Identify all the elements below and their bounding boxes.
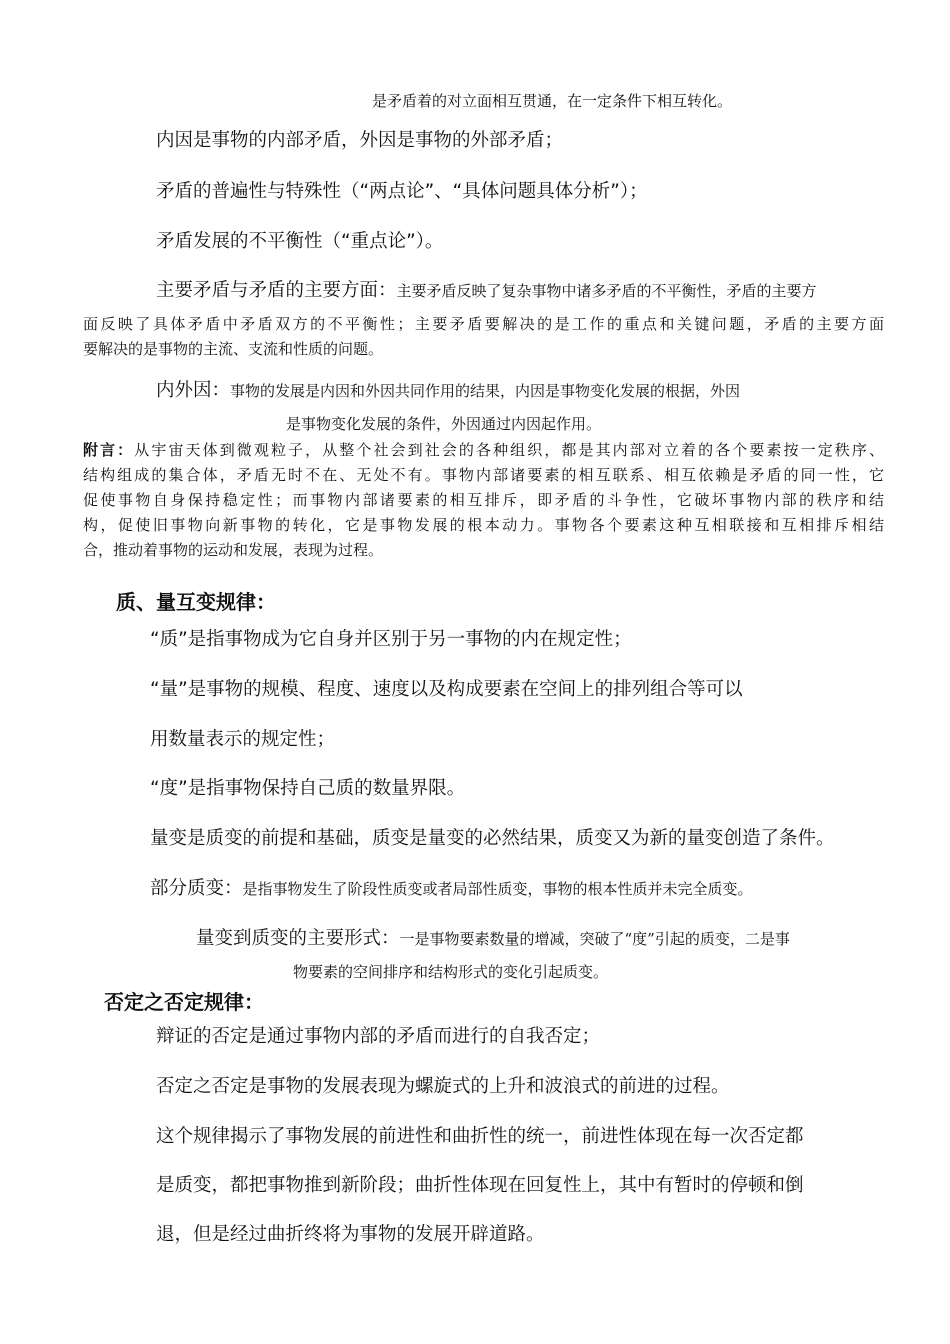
quantity-definition-line2: 用数量表示的规定性；: [150, 729, 336, 750]
spiral-development-line: 否定之否定是事物的发展表现为螺旋式的上升和波浪式的前进的过程。: [156, 1076, 730, 1097]
unity-line1: 这个规律揭示了事物发展的前进性和曲折性的统一，前进性体现在每一次否定都: [156, 1126, 804, 1147]
unity-line3: 退，但是经过曲折终将为事物的发展开辟道路。: [156, 1224, 545, 1245]
change-forms-line2: 物要素的空间排序和结构形式的变化引起质变。: [293, 963, 609, 981]
principal-contradiction-line3: 要解决的是事物的主流、支流和性质的问题。: [83, 340, 384, 358]
appendix-label: 附言：: [83, 441, 135, 459]
imbalance-line: 矛盾发展的不平衡性（“重点论”）。: [156, 231, 444, 252]
contradiction-line-top: 是矛盾着的对立面相互贯通，在一定条件下相互转化。: [372, 92, 733, 110]
quality-quantity-heading: 质、量互变规律：: [116, 590, 276, 614]
principal-contradiction-text: 主要矛盾反映了复杂事物中诸多矛盾的不平衡性，矛盾的主要方: [396, 282, 817, 300]
change-forms-text-1: 一是事物要素数量的增减，突破了“度”引起的质变，二是事: [399, 930, 790, 948]
appendix-line3: 促使事物自身保持稳定性；而事物内部诸要素的相互排斥，即矛盾的斗争性，它破坏事物内部的秩序和结: [83, 491, 884, 509]
cause-text: 事物的发展是内因和外因共同作用的结果，内因是事物变化发展的根据，外因: [230, 382, 741, 400]
quantity-quality-relation: 量变是质变的前提和基础，质变是量变的必然结果，质变又为新的量变创造了条件。: [150, 828, 835, 849]
unity-line2: 是质变，都把事物推到新阶段；曲折性体现在回复性上，其中有暂时的停顿和倒: [156, 1175, 804, 1196]
appendix-line1: [83, 439, 884, 460]
appendix-line5: 合，推动着事物的运动和发展，表现为过程。: [83, 541, 384, 559]
cause-line1: [156, 376, 740, 402]
internal-external-cause-line: 内因是事物的内部矛盾，外因是事物的外部矛盾；: [156, 130, 564, 151]
quality-definition: “质”是指事物成为它自身并区别于另一事物的内在规定性；: [150, 629, 632, 650]
cause-line2: 是事物变化发展的条件，外因通过内因起作用。: [286, 415, 602, 433]
universality-line: 矛盾的普遍性与特殊性（“两点论”、“具体问题具体分析”）；: [156, 181, 648, 202]
dialectical-negation-line: 辩证的否定是通过事物内部的矛盾而进行的自我否定；: [156, 1026, 601, 1047]
principal-contradiction-label: 主要矛盾与矛盾的主要方面：: [156, 280, 397, 301]
partial-change-text: 是指事物发生了阶段性质变或者局部性质变，事物的根本性质并未完全质变。: [242, 880, 753, 898]
principal-contradiction-line1: [156, 276, 884, 302]
appendix-line4: 构，促使旧事物向新事物的转化，它是事物发展的根本动力。事物各个要素这种互相联接和互相排斥相结: [83, 516, 884, 534]
appendix-text-1: 从宇宙天体到微观粒子，从整个社会到社会的各种组织，都是其内部对立着的各个要素按一定秩序、: [134, 441, 884, 459]
appendix-line2: 结构组成的集合体，矛盾无时不在、无处不有。事物内部诸要素的相互联系、相互依赖是矛盾的同一性，它: [83, 466, 884, 484]
negation-heading: 否定之否定规律：: [104, 990, 264, 1014]
principal-contradiction-line2: 面反映了具体矛盾中矛盾双方的不平衡性；主要矛盾要解决的是工作的重点和关键问题，矛盾的主要方面: [83, 315, 884, 333]
change-forms-line1: [196, 924, 884, 950]
quantity-definition-line1: “量”是事物的规模、程度、速度以及构成要素在空间上的排列组合等可以: [150, 679, 743, 700]
cause-label: 内外因：: [156, 380, 231, 401]
partial-change-label: 部分质变：: [150, 878, 243, 899]
change-forms-label: 量变到质变的主要形式：: [196, 928, 400, 949]
partial-change-line: [150, 874, 753, 900]
degree-definition: “度”是指事物保持自己质的数量界限。: [150, 778, 466, 799]
